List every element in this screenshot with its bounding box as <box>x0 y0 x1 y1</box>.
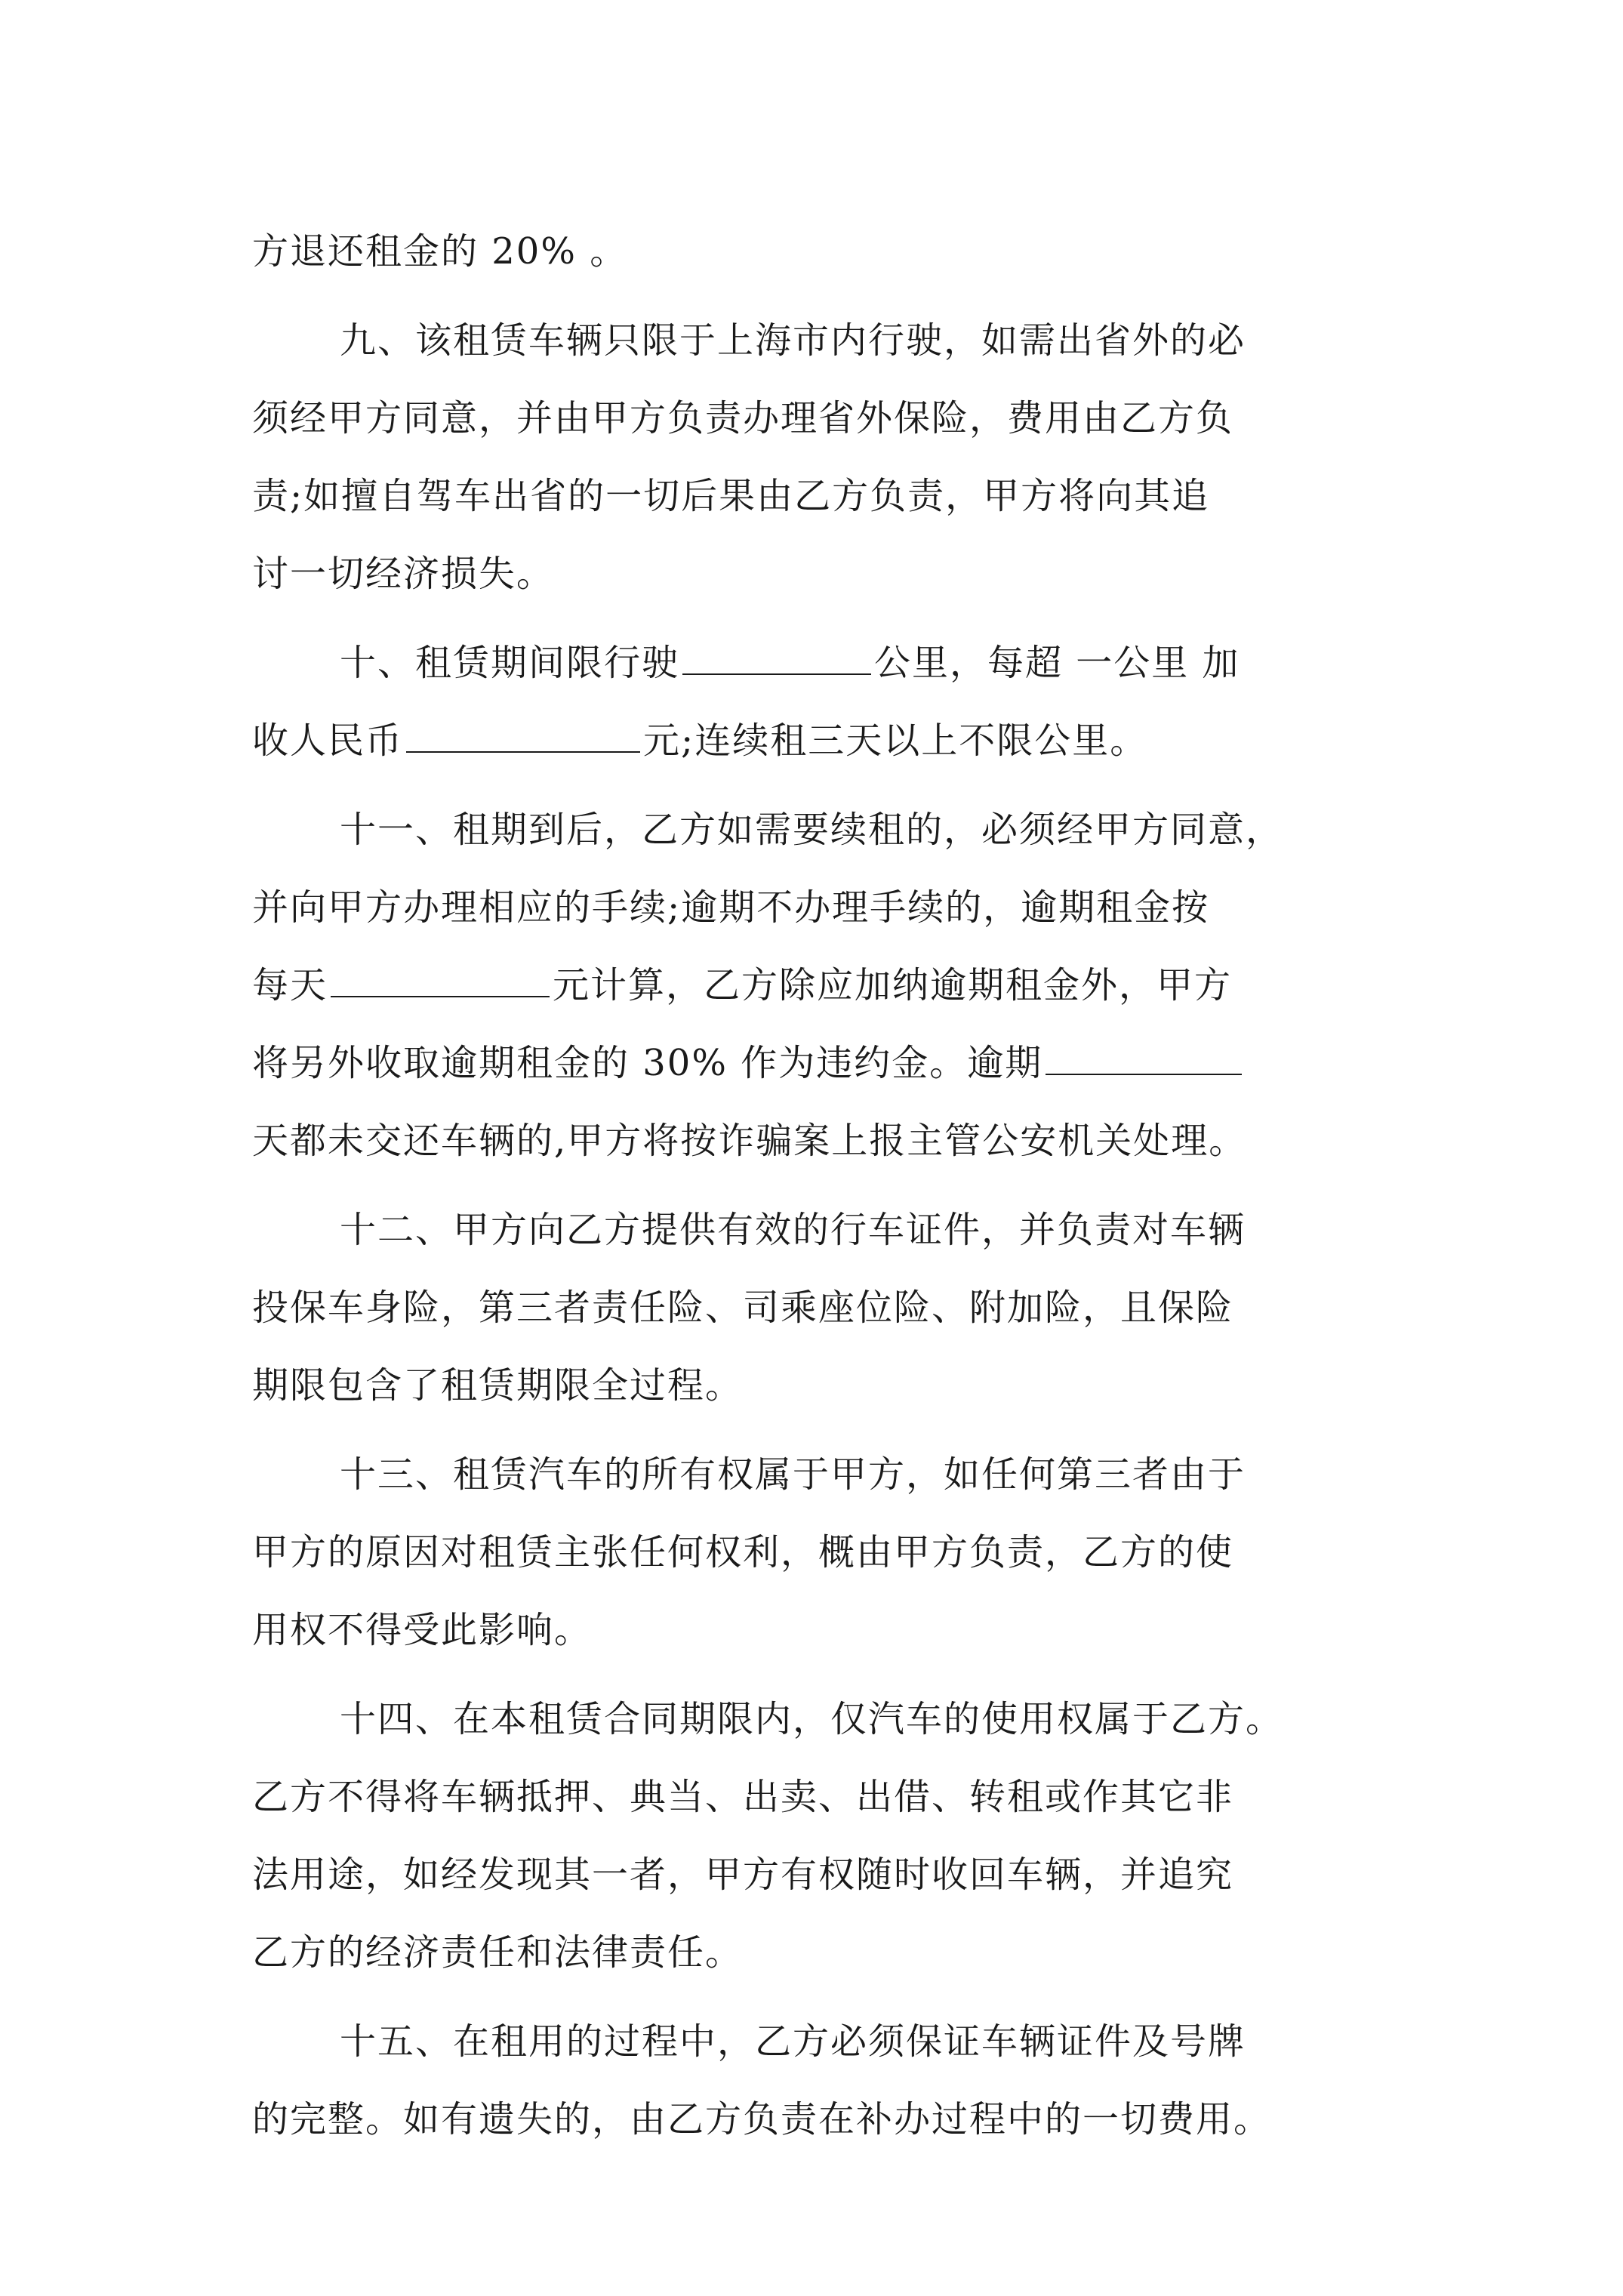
clause-10-rmb-label: 收人民币 <box>252 720 404 762</box>
clause-14-line-1: 十四、在本租赁合同期限内，仅汽车的使用权属于乙方。 <box>340 1698 1284 1740</box>
clause-11-line-2: 并向甲方办理相应的手续;逾期不办理手续的，逾期租金按 <box>252 886 1210 929</box>
clause-11-line-3 <box>252 947 1377 1025</box>
clause-10-mileage-label: 十、租赁期间限行驶 <box>340 642 680 684</box>
clause-15-line-2: 的完整。如有遗失的，由乙方负责在补办过程中的一切费用。 <box>252 2098 1272 2140</box>
clause-9-line-4: 讨一切经济损失。 <box>252 553 555 595</box>
clause-12-line-1: 十二、甲方向乙方提供有效的行车证件，并负责对车辆 <box>340 1209 1246 1251</box>
clause-14 <box>252 1681 1377 1992</box>
clause-13-line-2: 甲方的原因对租赁主张任何权利，概由甲方负责，乙方的使 <box>252 1531 1234 1573</box>
contract-body <box>252 213 1377 2159</box>
mileage-limit-blank[interactable] <box>682 640 871 675</box>
clause-10-line-1 <box>252 624 1377 702</box>
clause-9-line-2: 须经甲方同意，并由甲方负责办理省外保险，费用由乙方负 <box>252 397 1234 439</box>
clause-11-per-day-label: 每天 <box>252 964 328 1006</box>
clause-10-per-km-text: 公里，每超 一公里 加 <box>874 642 1240 684</box>
clause-11-penalty-text: 将另外收取逾期租金的 30% 作为违约金。逾期 <box>252 1042 1043 1084</box>
clause-13 <box>252 1436 1377 1669</box>
clause-9-line-3: 责;如擅自驾车出省的一切后果由乙方负责，甲方将向其追 <box>252 475 1210 517</box>
clause-10-line-2 <box>252 702 1377 780</box>
clause-9-line-1: 九、该租赁车辆只限于上海市内行驶，如需出省外的必 <box>340 319 1246 362</box>
clause-15-line-1: 十五、在租用的过程中，乙方必须保证车辆证件及号牌 <box>340 2020 1246 2063</box>
clause-10 <box>252 624 1377 780</box>
clause-11-line-5: 天都未交还车辆的,甲方将按诈骗案上报主管公安机关处理。 <box>252 1120 1247 1162</box>
clause-15 <box>252 2003 1377 2159</box>
clause-12-line-3: 期限包含了租赁期限全过程。 <box>252 1364 744 1407</box>
clause-14-line-3: 法用途，如经发现其一者，甲方有权随时收回车辆，并追究 <box>252 1854 1234 1896</box>
clause-13-line-1: 十三、租赁汽车的所有权属于甲方，如任何第三者由于 <box>340 1453 1246 1496</box>
overdue-daily-rent-blank[interactable] <box>331 963 550 997</box>
extra-km-fee-blank[interactable] <box>406 718 640 753</box>
clause-11-calc-text: 元计算，乙方除应加纳逾期租金外，甲方 <box>553 964 1233 1006</box>
clause-13-line-3: 用权不得受此影响。 <box>252 1609 593 1651</box>
clause-12 <box>252 1191 1377 1425</box>
clause-9 <box>252 302 1377 613</box>
clause-11-line-1: 十一、租期到后，乙方如需要续租的，必须经甲方同意， <box>340 809 1284 851</box>
clause-14-line-2: 乙方不得将车辆抵押、典当、出卖、出借、转租或作其它非 <box>252 1776 1234 1818</box>
clause-8-tail: 方退还租金的 20% 。 <box>252 230 628 273</box>
overdue-days-blank[interactable] <box>1046 1040 1242 1075</box>
clause-14-line-4: 乙方的经济责任和法律责任。 <box>252 1931 744 1974</box>
clause-11 <box>252 791 1377 1180</box>
clause-12-line-2: 投保车身险，第三者责任险、司乘座位险、附加险，且保险 <box>252 1287 1234 1329</box>
clause-11-line-4 <box>252 1025 1377 1102</box>
clause-10-unlimited-text: 元;连续租三天以上不限公里。 <box>643 720 1148 762</box>
